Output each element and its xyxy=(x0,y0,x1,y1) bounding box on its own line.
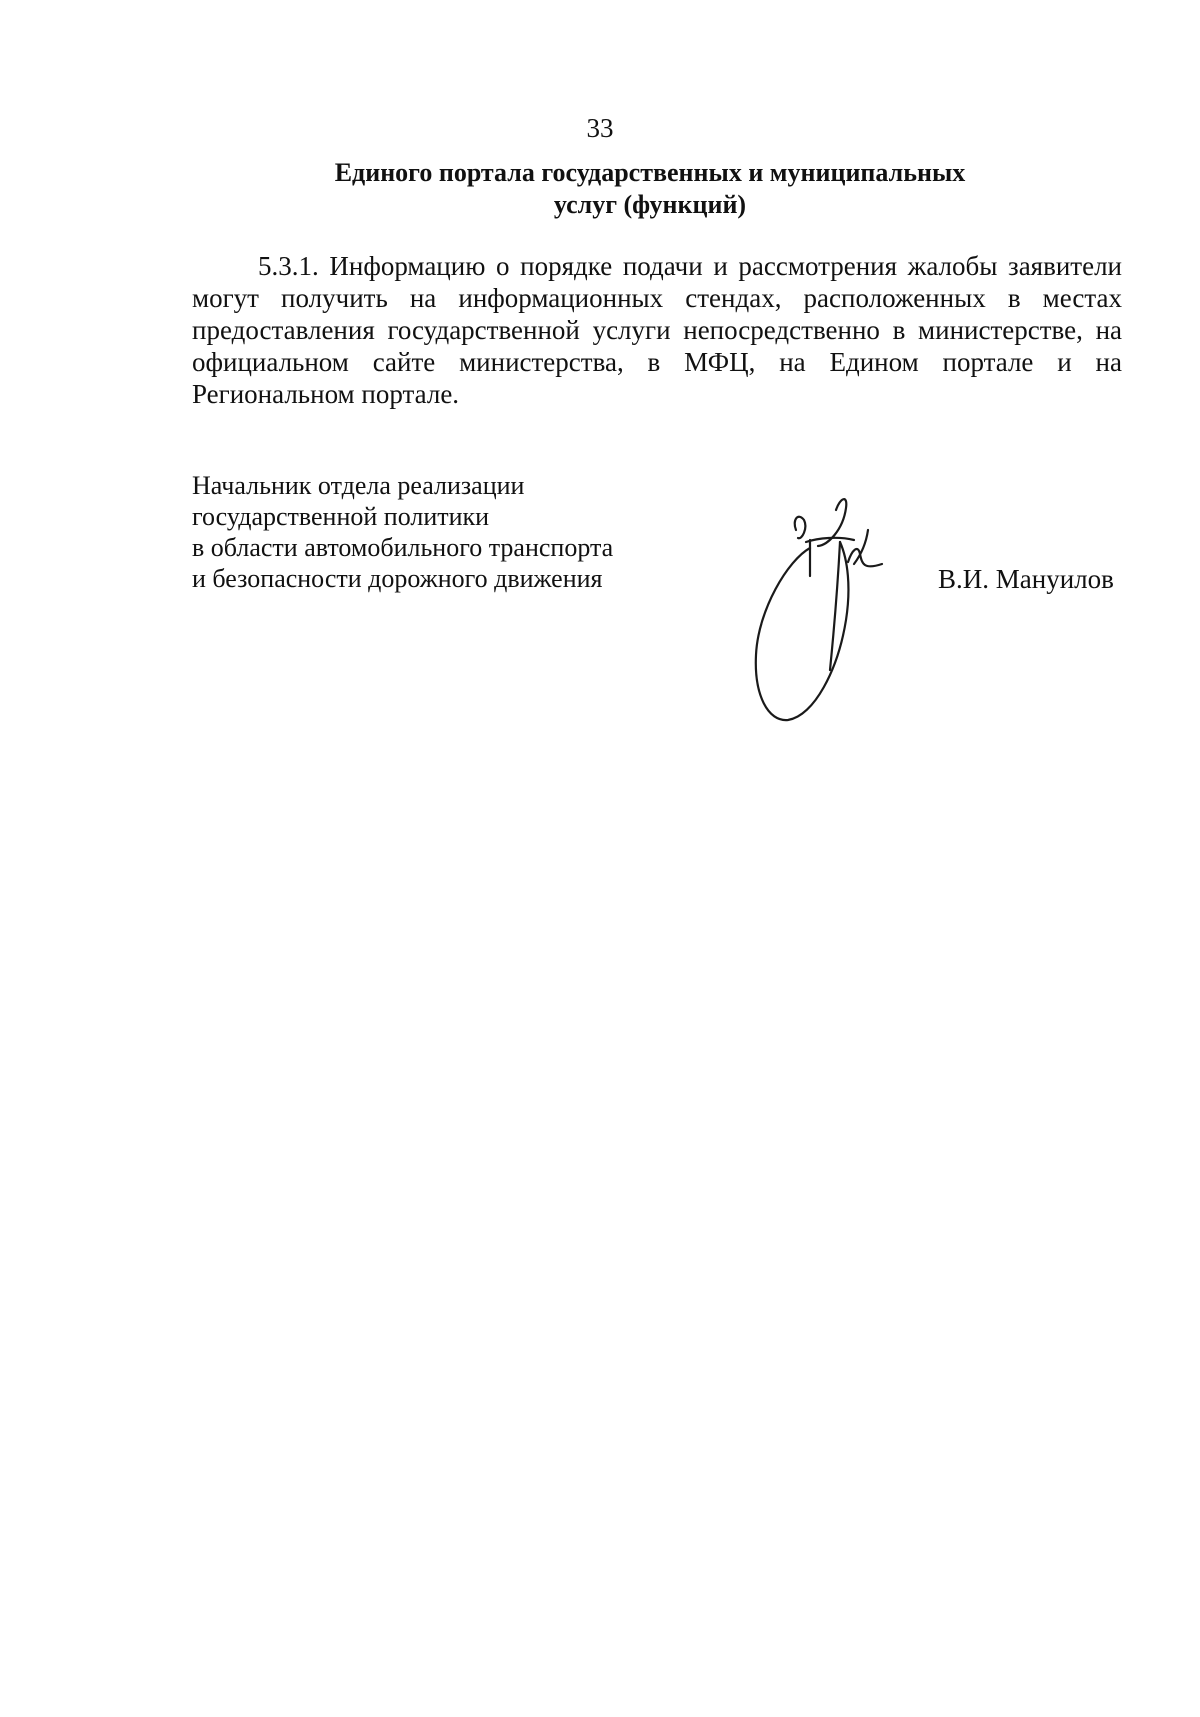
signatory-position-line-2: государственной политики xyxy=(192,502,490,531)
signatory-position-line-3: в области автомобильного транспорта xyxy=(192,533,614,562)
section-heading-line-2: услуг (функций) xyxy=(553,190,747,219)
signatory-position-line-4: и безопасности дорожного движения xyxy=(192,564,603,593)
signatory-name: В.И. Мануилов xyxy=(938,564,1114,594)
signatory-position xyxy=(192,470,692,594)
section-heading xyxy=(250,157,1050,221)
page-number: 33 xyxy=(586,113,614,143)
handwritten-signature-icon xyxy=(748,490,918,730)
signatory-position-line-1: Начальник отдела реализации xyxy=(192,471,525,500)
clause-paragraph: 5.3.1. Информацию о порядке подачи и рассмотрения жалобы заявители могут получить на информационных стендах, расположенных в местах предоставления государственной услуги непосредственно в министерстве, на официальном сайте министерства, в МФЦ, на Едином портале и на Региональном портале. xyxy=(192,251,1122,409)
section-heading-line-1: Единого портала государственных и муниципальных xyxy=(334,158,966,187)
